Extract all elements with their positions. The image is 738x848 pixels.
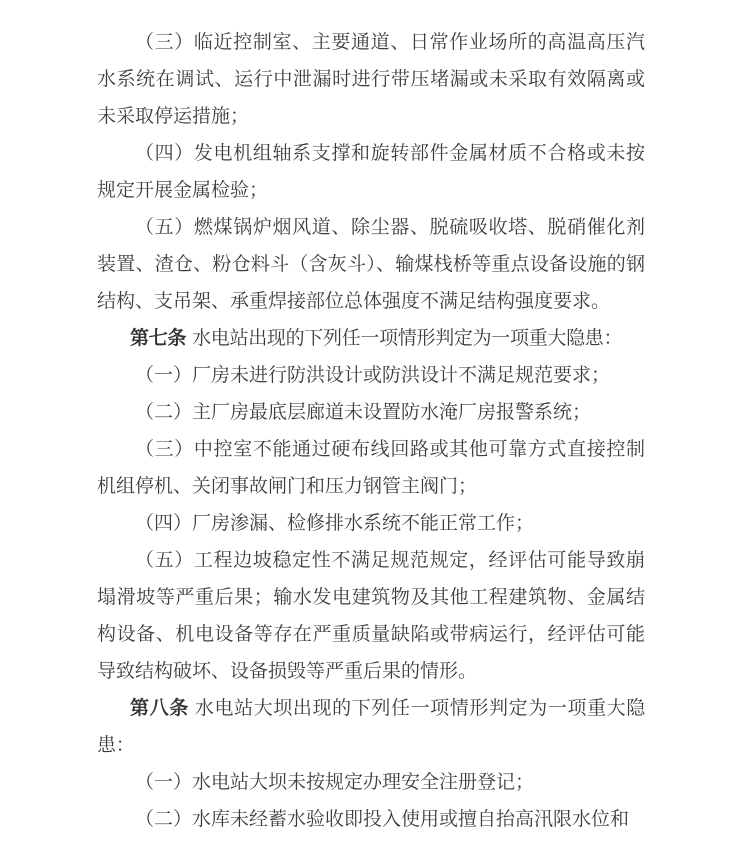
paragraph-text: （一）水电站大坝未按规定办理安全注册登记；	[135, 771, 535, 793]
paragraph	[97, 505, 645, 542]
paragraph-text: （四）厂房渗漏、检修排水系统不能正常工作；	[135, 512, 535, 534]
paragraph-text: （五）工程边坡稳定性不满足规范规定，经评估可能导致崩塌滑坡等严重后果；输水发电建筑物及其他工程建筑物、金属结构设备、机电设备等存在严重质量缺陷或带病运行，经评估可能导致结构破坏、设备损毁等严重后果的情形。	[97, 549, 645, 682]
document-body	[97, 24, 645, 838]
paragraph-text: （三）临近控制室、主要通道、日常作业场所的高温高压汽水系统在调试、运行中泄漏时进行带压堵漏或未采取有效隔离或未采取停运措施；	[97, 31, 645, 127]
paragraph	[97, 764, 645, 801]
paragraph	[97, 394, 645, 431]
paragraph-text: （三）中控室不能通过硬布线回路或其他可靠方式直接控制机组停机、关闭事故闸门和压力钢管主阀门；	[97, 438, 645, 497]
paragraph	[97, 801, 645, 838]
paragraph-text: （一）厂房未进行防洪设计或防洪设计不满足规范要求；	[135, 364, 611, 386]
article-number: 第八条	[130, 697, 189, 719]
paragraph	[97, 542, 645, 690]
paragraph-text: （四）发电机组轴系支撑和旋转部件金属材质不合格或未按规定开展金属检验；	[97, 142, 645, 201]
paragraph	[97, 24, 645, 135]
article-number: 第七条	[130, 327, 187, 349]
paragraph-text: （五）燃煤锅炉烟风道、除尘器、脱硫吸收塔、脱硝催化剂装置、渣仓、粉仓料斗（含灰斗）、输煤栈桥等重点设备设施的钢结构、支吊架、承重焊接部位总体强度不满足结构强度要求。	[97, 216, 645, 312]
paragraph	[97, 357, 645, 394]
paragraph-text: 水电站出现的下列任一项情形判定为一项重大隐患：	[192, 327, 623, 349]
paragraph-article-7	[97, 320, 645, 357]
paragraph-text: （二）主厂房最底层廊道未设置防水淹厂房报警系统；	[135, 401, 592, 423]
paragraph-article-8	[97, 690, 645, 764]
paragraph-text: （二）水库未经蓄水验收即投入使用或擅自抬高汛限水位和	[135, 808, 630, 830]
paragraph	[97, 431, 645, 505]
paragraph	[97, 209, 645, 320]
paragraph-text: 水电站大坝出现的下列任一项情形判定为一项重大隐患：	[97, 697, 645, 756]
paragraph	[97, 135, 645, 209]
